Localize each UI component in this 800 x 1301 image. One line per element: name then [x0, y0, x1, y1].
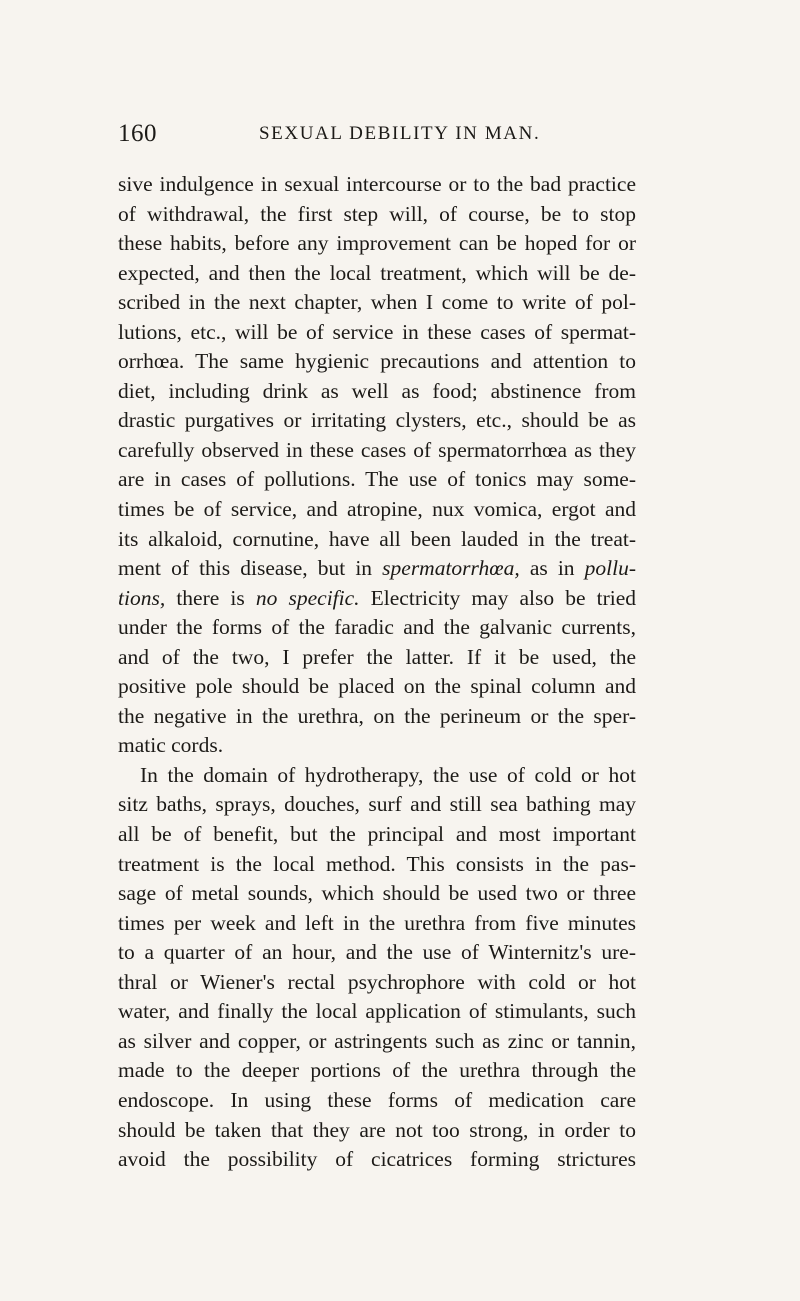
text-line: endoscope. In using these forms of medication care	[118, 1087, 636, 1112]
text-line: all be of benefit, but the principal and most important	[118, 822, 636, 847]
italic-term: tions,	[118, 585, 166, 610]
italic-term: spermatorrhœa,	[382, 556, 520, 581]
text-line: sive indulgence in sexual intercourse or to the bad practice	[118, 172, 636, 196]
text-line: scribed in the next chapter, when I come to write of pol-	[118, 290, 636, 315]
text-line: expected, and then the local treatment, which will be de-	[118, 260, 636, 285]
text-line: sitz baths, sprays, douches, surf and still sea bathing may	[118, 792, 636, 817]
text-line: lutions, etc., will be of service in these cases of spermat-	[118, 319, 636, 344]
italic-term: no specific.	[255, 585, 360, 610]
text-line: positive pole should be placed on the spinal column and	[118, 674, 636, 699]
text-line: orrhœa. The same hygienic precautions and attention to	[118, 349, 636, 374]
text-line: avoid the possibility of cicatrices forming strictures	[118, 1147, 636, 1172]
text-line: times per week and left in the urethra from five minutes	[118, 910, 636, 935]
page-header	[118, 120, 634, 150]
text-line: to a quarter of an hour, and the use of Winternitz's ure-	[118, 940, 636, 965]
text-line: In the domain of hydrotherapy, the use of cold or hot	[140, 762, 636, 787]
text-line: ment of this disease, but in spermatorrhœa, as in pollu-	[118, 556, 637, 581]
text-line: are in cases of pollutions. The use of tonics may some-	[118, 467, 636, 492]
text-line: water, and finally the local application of stimulants, such	[118, 999, 636, 1024]
body-text	[118, 170, 636, 1175]
text-line: and of the two, I prefer the latter. If it be used, the	[118, 644, 636, 669]
running-title: SEXUAL DEBILITY IN MAN.	[259, 123, 541, 144]
text-line: these habits, before any improvement can be hoped for or	[118, 231, 636, 256]
text-line: under the forms of the faradic and the galvanic currents,	[118, 615, 636, 640]
text-line: as silver and copper, or astringents such as zinc or tannin,	[118, 1028, 636, 1053]
text-line: its alkaloid, cornutine, have all been lauded in the treat-	[118, 526, 636, 551]
page-number: 160	[118, 120, 157, 147]
text-line: thral or Wiener's rectal psychrophore with cold or hot	[118, 969, 636, 994]
text-line: matic cords.	[118, 733, 224, 758]
text-line: of withdrawal, the first step will, of course, be to stop	[118, 201, 636, 226]
text-line: should be taken that they are not too strong, in order to	[118, 1117, 636, 1142]
text-line: made to the deeper portions of the urethra through the	[118, 1058, 636, 1083]
text-line: the negative in the urethra, on the perineum or the sper-	[118, 703, 636, 728]
italic-term: pollu-	[584, 556, 637, 581]
text-line: times be of service, and atropine, nux vomica, ergot and	[118, 497, 636, 522]
text-line: treatment is the local method. This consists in the pas-	[118, 851, 636, 876]
text-line: tions, there is no specific. Electricity may also be tried	[118, 585, 637, 610]
text-line: drastic purgatives or irritating clysters, etc., should be as	[118, 408, 636, 433]
text-line: carefully observed in these cases of spermatorrhœa as they	[118, 437, 636, 462]
text-line: diet, including drink as well as food; abstinence from	[118, 378, 636, 403]
text-line: sage of metal sounds, which should be used two or three	[118, 881, 636, 906]
